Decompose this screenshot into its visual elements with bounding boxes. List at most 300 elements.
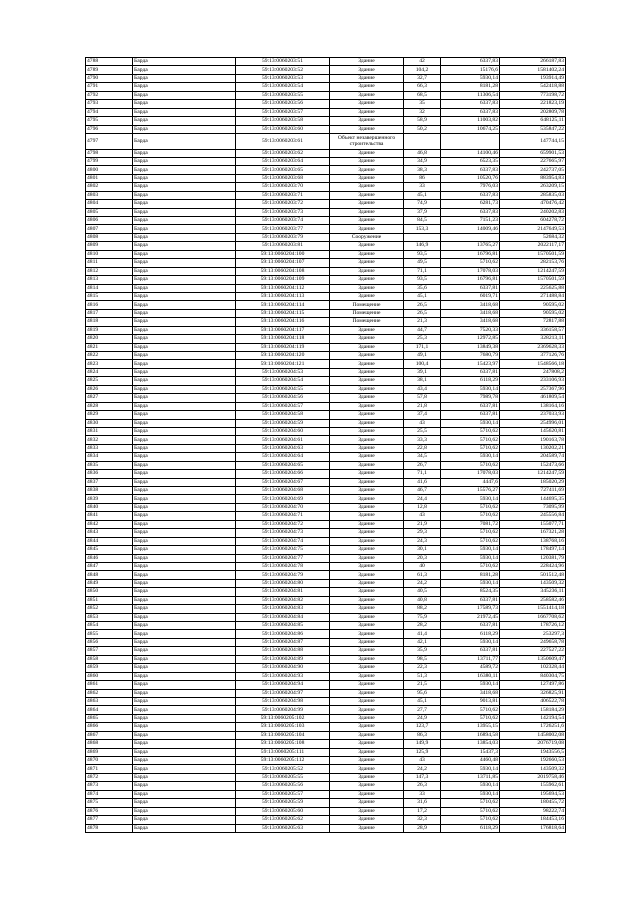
table-row [86, 503, 566, 511]
cell-specific-value: 5710,62 [441, 816, 500, 824]
cell-locality: Барда [133, 217, 236, 225]
cell-object-type: Здание [330, 731, 404, 739]
cell-locality: Барда [133, 664, 236, 672]
cell-cadastral-number: 59:13:0060204:121 [236, 360, 330, 368]
cell-cadastral-value: 192660,53 [500, 757, 566, 765]
cell-cadastral-number: 59:13:0060204:78 [236, 562, 330, 570]
cell-object-type: Здание [330, 782, 404, 790]
cell-specific-value: 5710,62 [441, 706, 500, 714]
cell-cadastral-number: 59:13:0060204:71 [236, 512, 330, 520]
cell-area: 33 [404, 183, 441, 191]
cell-object-type: Здание [330, 250, 404, 258]
cell-specific-value: 6337,83 [441, 58, 500, 66]
cell-area: 45,1 [404, 191, 441, 199]
cell-row-number: 4800 [86, 166, 133, 174]
table-row [86, 157, 566, 165]
cell-specific-value: 5710,62 [441, 427, 500, 435]
cell-row-number: 4873 [86, 782, 133, 790]
cell-specific-value: 6337,83 [441, 108, 500, 116]
cell-area: 24,2 [404, 765, 441, 773]
cell-specific-value: 5710,62 [441, 259, 500, 267]
cell-object-type: Здание [330, 377, 404, 385]
cell-specific-value: 13849,38 [441, 343, 500, 351]
cell-cadastral-number: 59:13:0060204:65 [236, 461, 330, 469]
cell-area: 93,5 [404, 250, 441, 258]
cell-cadastral-number: 59:13:0060204:80 [236, 579, 330, 587]
cell-row-number: 4815 [86, 292, 133, 300]
cell-locality: Барда [133, 622, 236, 630]
cell-cadastral-number: 59:13:0060203:81 [236, 242, 330, 250]
cell-cadastral-value: 228424,96 [500, 562, 566, 570]
cell-cadastral-value: 185020,29 [500, 478, 566, 486]
cell-locality: Барда [133, 571, 236, 579]
cell-cadastral-value: 158184,29 [500, 706, 566, 714]
cell-locality: Барда [133, 461, 236, 469]
cell-cadastral-number: 59:13:0060204:55 [236, 385, 330, 393]
cell-area: 22,8 [404, 444, 441, 452]
table-row [86, 773, 566, 781]
cell-specific-value: 5710,62 [441, 529, 500, 537]
cell-locality: Барда [133, 326, 236, 334]
table-row [86, 200, 566, 208]
cell-area: 43 [404, 512, 441, 520]
cell-area: 66,3 [404, 83, 441, 91]
table-row [86, 748, 566, 756]
cell-object-type: Здание [330, 647, 404, 655]
cell-object-type: Здание [330, 259, 404, 267]
table-row [86, 242, 566, 250]
cell-specific-value: 7976,03 [441, 183, 500, 191]
table-row [86, 335, 566, 343]
cell-area: 74,9 [404, 200, 441, 208]
cell-area: 44,7 [404, 326, 441, 334]
cell-specific-value: 6337,81 [441, 402, 500, 410]
cell-area: 21,5 [404, 681, 441, 689]
table-row [86, 377, 566, 385]
table-row [86, 385, 566, 393]
cell-row-number: 4830 [86, 419, 133, 427]
cell-area: 34,5 [404, 453, 441, 461]
cell-locality: Барда [133, 706, 236, 714]
cell-row-number: 4809 [86, 242, 133, 250]
cell-specific-value: 6337,83 [441, 191, 500, 199]
cell-locality: Барда [133, 352, 236, 360]
cell-specific-value: 14100,46 [441, 149, 500, 157]
cell-cadastral-number: 59:13:0060203:55 [236, 91, 330, 99]
cell-locality: Барда [133, 284, 236, 292]
cell-cadastral-value: 1458002,08 [500, 731, 566, 739]
cell-cadastral-number: 59:13:0060204:113 [236, 292, 330, 300]
cell-locality: Барда [133, 91, 236, 99]
cell-specific-value: 5710,62 [441, 714, 500, 722]
cell-object-type: Здание [330, 326, 404, 334]
cell-object-type: Здание [330, 83, 404, 91]
table-row [86, 790, 566, 798]
cell-cadastral-value: 90595,02 [500, 309, 566, 317]
cell-row-number: 4851 [86, 596, 133, 604]
cell-row-number: 4802 [86, 183, 133, 191]
cell-area: 93,5 [404, 276, 441, 284]
cell-object-type: Здание [330, 816, 404, 824]
cell-row-number: 4865 [86, 714, 133, 722]
cell-locality: Барда [133, 520, 236, 528]
cell-row-number: 4877 [86, 816, 133, 824]
cell-specific-value: 6337,83 [441, 100, 500, 108]
cell-cadastral-number: 59:13:0060204:93 [236, 672, 330, 680]
table-row [86, 596, 566, 604]
table-row [86, 453, 566, 461]
cell-area: 28,9 [404, 824, 441, 832]
table-row [86, 208, 566, 216]
cell-row-number: 4806 [86, 217, 133, 225]
table-row [86, 125, 566, 133]
cell-cadastral-number: 59:13:0060204:61 [236, 436, 330, 444]
cell-object-type: Здание [330, 689, 404, 697]
cell-cadastral-value: 145620,81 [500, 427, 566, 435]
cell-locality: Барда [133, 133, 236, 149]
cell-row-number: 4869 [86, 748, 133, 756]
cell-row-number: 4833 [86, 444, 133, 452]
cell-row-number: 4823 [86, 360, 133, 368]
cell-cadastral-number: 59:13:0060205:55 [236, 773, 330, 781]
cell-locality: Барда [133, 267, 236, 275]
cell-specific-value: 6337,83 [441, 166, 500, 174]
table-row [86, 100, 566, 108]
cell-specific-value: 10674,25 [441, 125, 500, 133]
cell-area: 28,2 [404, 622, 441, 630]
cell-row-number: 4863 [86, 697, 133, 705]
cell-row-number: 4852 [86, 605, 133, 613]
cell-locality: Барда [133, 58, 236, 66]
cell-specific-value: 6281,73 [441, 200, 500, 208]
cell-cadastral-number: 59:13:0060205:56 [236, 782, 330, 790]
cadastral-value-table [85, 57, 566, 833]
cell-row-number: 4870 [86, 757, 133, 765]
cell-object-type: Здание [330, 174, 404, 182]
cell-row-number: 4837 [86, 478, 133, 486]
cell-specific-value: 21972,45 [441, 613, 500, 621]
cell-row-number: 4844 [86, 537, 133, 545]
cell-row-number: 4816 [86, 301, 133, 309]
cell-cadastral-value: 130202,21 [500, 444, 566, 452]
cell-row-number: 4825 [86, 377, 133, 385]
cell-cadastral-value: 190163,78 [500, 436, 566, 444]
cell-cadastral-number: 59:13:0060204:116 [236, 318, 330, 326]
cell-cadastral-value: 336158,57 [500, 326, 566, 334]
cell-area: 21,8 [404, 402, 441, 410]
cell-specific-value: 6337,81 [441, 368, 500, 376]
cell-object-type: Здание [330, 478, 404, 486]
cell-locality: Барда [133, 436, 236, 444]
cell-row-number: 4834 [86, 453, 133, 461]
cell-specific-value: 16894,58 [441, 731, 500, 739]
cell-specific-value: 7680,79 [441, 352, 500, 360]
cell-cadastral-value: 247808,2 [500, 368, 566, 376]
cell-row-number: 4822 [86, 352, 133, 360]
cell-cadastral-number: 59:13:0060205:111 [236, 748, 330, 756]
cell-area: 39,1 [404, 368, 441, 376]
cell-locality: Барда [133, 562, 236, 570]
cell-locality: Барда [133, 723, 236, 731]
cell-cadastral-value: 202809,78 [500, 108, 566, 116]
cell-specific-value [441, 233, 500, 241]
cell-locality: Барда [133, 157, 236, 165]
cell-specific-value: 6118,29 [441, 630, 500, 638]
cell-cadastral-value: 263209,15 [500, 183, 566, 191]
cell-cadastral-value: 535847,22 [500, 125, 566, 133]
cell-cadastral-number: 59:13:0060205:103 [236, 723, 330, 731]
cell-locality: Барда [133, 546, 236, 554]
cell-row-number: 4842 [86, 520, 133, 528]
cell-area: 84,5 [404, 217, 441, 225]
cell-locality: Барда [133, 343, 236, 351]
cell-specific-value: 6337,81 [441, 596, 500, 604]
cell-object-type: Здание [330, 427, 404, 435]
cell-specific-value: 6337,81 [441, 622, 500, 630]
cell-row-number: 4798 [86, 149, 133, 157]
cell-locality: Барда [133, 83, 236, 91]
cell-locality: Барда [133, 773, 236, 781]
cell-specific-value: 5930,14 [441, 419, 500, 427]
cell-area: 42 [404, 58, 441, 66]
cell-locality: Барда [133, 208, 236, 216]
cell-row-number: 4808 [86, 233, 133, 241]
cell-locality: Барда [133, 335, 236, 343]
cell-locality: Барда [133, 394, 236, 402]
cell-row-number: 4795 [86, 117, 133, 125]
cell-specific-value: 5710,62 [441, 503, 500, 511]
cell-row-number: 4854 [86, 622, 133, 630]
cell-specific-value: 5930,14 [441, 765, 500, 773]
table-row [86, 149, 566, 157]
cell-cadastral-value: 221823,19 [500, 100, 566, 108]
cell-area: 26,7 [404, 461, 441, 469]
table-row [86, 276, 566, 284]
cell-cadastral-value: 176818,64 [500, 824, 566, 832]
cell-locality: Барда [133, 579, 236, 587]
table-row [86, 284, 566, 292]
cell-cadastral-value: 195694,53 [500, 790, 566, 798]
cell-area: 98,5 [404, 655, 441, 663]
table-row [86, 478, 566, 486]
cell-cadastral-value: 254996,01 [500, 419, 566, 427]
cell-cadastral-value: 345236,11 [500, 588, 566, 596]
cell-locality: Барда [133, 689, 236, 697]
cell-cadastral-number: 59:13:0060204:114 [236, 301, 330, 309]
cell-cadastral-number: 59:13:0060204:89 [236, 655, 330, 663]
cell-specific-value: 6337,81 [441, 647, 500, 655]
table-row [86, 697, 566, 705]
cell-cadastral-value: 470476,42 [500, 200, 566, 208]
cell-cadastral-number: 59:13:0060203:52 [236, 66, 330, 74]
cell-cadastral-value: 73095,99 [500, 503, 566, 511]
cell-locality: Барда [133, 427, 236, 435]
cell-cadastral-number: 59:13:0060203:70 [236, 183, 330, 191]
cell-cadastral-number: 59:13:0060204:66 [236, 470, 330, 478]
cell-cadastral-value: 72817,88 [500, 318, 566, 326]
cell-cadastral-value: 178726,12 [500, 622, 566, 630]
cell-cadastral-number: 59:13:0060203:73 [236, 208, 330, 216]
cell-locality: Барда [133, 672, 236, 680]
cell-cadastral-value: 90595,02 [500, 301, 566, 309]
cell-area: 86 [404, 174, 441, 182]
cell-locality: Барда [133, 495, 236, 503]
cell-specific-value: 16380,11 [441, 672, 500, 680]
cell-row-number: 4860 [86, 672, 133, 680]
cell-cadastral-number: 59:13:0060203:77 [236, 225, 330, 233]
table-row [86, 83, 566, 91]
cell-area: 46,8 [404, 149, 441, 157]
cell-area: 57,8 [404, 394, 441, 402]
cell-cadastral-value: 1548566,18 [500, 360, 566, 368]
cell-area: 41,4 [404, 630, 441, 638]
cell-specific-value: 13955,15 [441, 723, 500, 731]
cell-object-type: Здание [330, 402, 404, 410]
cell-locality: Барда [133, 816, 236, 824]
cell-locality: Барда [133, 714, 236, 722]
table-row [86, 638, 566, 646]
cell-locality: Барда [133, 529, 236, 537]
cell-locality: Барда [133, 630, 236, 638]
cell-row-number: 4818 [86, 318, 133, 326]
cell-cadastral-number: 59:13:0060204:115 [236, 309, 330, 317]
cell-specific-value: 13765,27 [441, 242, 500, 250]
cell-locality: Барда [133, 276, 236, 284]
cell-object-type: Здание [330, 773, 404, 781]
cell-row-number: 4857 [86, 647, 133, 655]
cell-cadastral-value: 285835,03 [500, 191, 566, 199]
cell-row-number: 4872 [86, 773, 133, 781]
cell-row-number: 4845 [86, 546, 133, 554]
table-row [86, 807, 566, 815]
cell-object-type: Здание [330, 444, 404, 452]
cell-row-number: 4805 [86, 208, 133, 216]
cell-cadastral-number: 59:13:0060204:86 [236, 630, 330, 638]
cell-cadastral-value: 773198,72 [500, 91, 566, 99]
cell-cadastral-number: 59:13:0060203:58 [236, 117, 330, 125]
cell-cadastral-number: 59:13:0060203:64 [236, 157, 330, 165]
cell-row-number: 4819 [86, 326, 133, 334]
table-row [86, 133, 566, 149]
cell-locality: Барда [133, 807, 236, 815]
cell-specific-value: 3418,68 [441, 301, 500, 309]
cell-specific-value [441, 133, 500, 149]
cell-cadastral-value: 648125,11 [500, 117, 566, 125]
cell-specific-value: 5710,62 [441, 444, 500, 452]
cell-cadastral-value: 138164,16 [500, 402, 566, 410]
cell-area: 40 [404, 562, 441, 570]
cell-object-type: Здание [330, 335, 404, 343]
cell-area: 25,3 [404, 335, 441, 343]
cell-area: 29,3 [404, 529, 441, 537]
table-row [86, 689, 566, 697]
cell-row-number: 4829 [86, 411, 133, 419]
cell-locality: Барда [133, 740, 236, 748]
cell-object-type: Здание [330, 208, 404, 216]
cell-object-type: Здание [330, 630, 404, 638]
cell-cadastral-number: 59:13:0060204:85 [236, 622, 330, 630]
cell-cadastral-number: 59:13:0060204:84 [236, 613, 330, 621]
cell-area: 26,5 [404, 301, 441, 309]
cell-specific-value: 5710,62 [441, 537, 500, 545]
cell-cadastral-number: 59:13:0060204:72 [236, 520, 330, 528]
cell-row-number: 4831 [86, 427, 133, 435]
cell-row-number: 4853 [86, 613, 133, 621]
cell-cadastral-value: 178497,14 [500, 546, 566, 554]
cell-row-number: 4878 [86, 824, 133, 832]
cell-row-number: 4848 [86, 571, 133, 579]
table-row [86, 571, 566, 579]
cell-area: 61,3 [404, 571, 441, 579]
cell-area: 35,9 [404, 647, 441, 655]
cell-cadastral-value: 245556,84 [500, 512, 566, 520]
cell-object-type: Здание [330, 765, 404, 773]
cell-locality: Барда [133, 512, 236, 520]
cell-cadastral-value: 249658,78 [500, 638, 566, 646]
cell-specific-value: 15423,97 [441, 360, 500, 368]
table-row [86, 436, 566, 444]
cell-object-type: Помещение [330, 318, 404, 326]
cell-row-number: 4849 [86, 579, 133, 587]
cell-row-number: 4793 [86, 100, 133, 108]
cell-specific-value: 6118,29 [441, 377, 500, 385]
cell-specific-value: 11003,82 [441, 117, 500, 125]
cell-row-number: 4858 [86, 655, 133, 663]
cell-specific-value: 5930,14 [441, 782, 500, 790]
cell-cadastral-value: 240202,83 [500, 208, 566, 216]
cell-specific-value: 10520,76 [441, 174, 500, 182]
cell-row-number: 4871 [86, 765, 133, 773]
cell-locality: Барда [133, 125, 236, 133]
table-row [86, 461, 566, 469]
table-row [86, 309, 566, 317]
cell-area: 35 [404, 100, 441, 108]
table-row [86, 740, 566, 748]
cell-locality: Барда [133, 66, 236, 74]
cell-specific-value: 7151,23 [441, 217, 500, 225]
cell-row-number: 4866 [86, 723, 133, 731]
cell-cadastral-value: 237033,93 [500, 411, 566, 419]
cell-area: 38,1 [404, 377, 441, 385]
cell-object-type: Здание [330, 461, 404, 469]
cell-area: 17,2 [404, 807, 441, 815]
cell-locality: Барда [133, 108, 236, 116]
table-row [86, 250, 566, 258]
cell-area: 125,9 [404, 748, 441, 756]
cell-locality: Барда [133, 74, 236, 82]
cell-cadastral-number: 59:13:0060203:57 [236, 108, 330, 116]
cell-cadastral-value: 144695,35 [500, 495, 566, 503]
table-row [86, 360, 566, 368]
cell-specific-value: 15176,6 [441, 66, 500, 74]
cell-object-type: Здание [330, 579, 404, 587]
cell-cadastral-value: 143509,32 [500, 765, 566, 773]
cell-row-number: 4832 [86, 436, 133, 444]
table-row [86, 74, 566, 82]
cell-cadastral-value: 102328,44 [500, 664, 566, 672]
cell-cadastral-value: 167321,28 [500, 529, 566, 537]
cell-area: 32,7 [404, 74, 441, 82]
cell-locality: Барда [133, 487, 236, 495]
cell-cadastral-number: 59:13:0060205:112 [236, 757, 330, 765]
cell-area: 24,3 [404, 537, 441, 545]
cell-object-type: Здание [330, 487, 404, 495]
cell-cadastral-number: 59:13:0060205:57 [236, 790, 330, 798]
cell-locality: Барда [133, 605, 236, 613]
cell-area [404, 233, 441, 241]
cell-cadastral-value: 225625,88 [500, 284, 566, 292]
cell-cadastral-number: 59:13:0060204:73 [236, 529, 330, 537]
